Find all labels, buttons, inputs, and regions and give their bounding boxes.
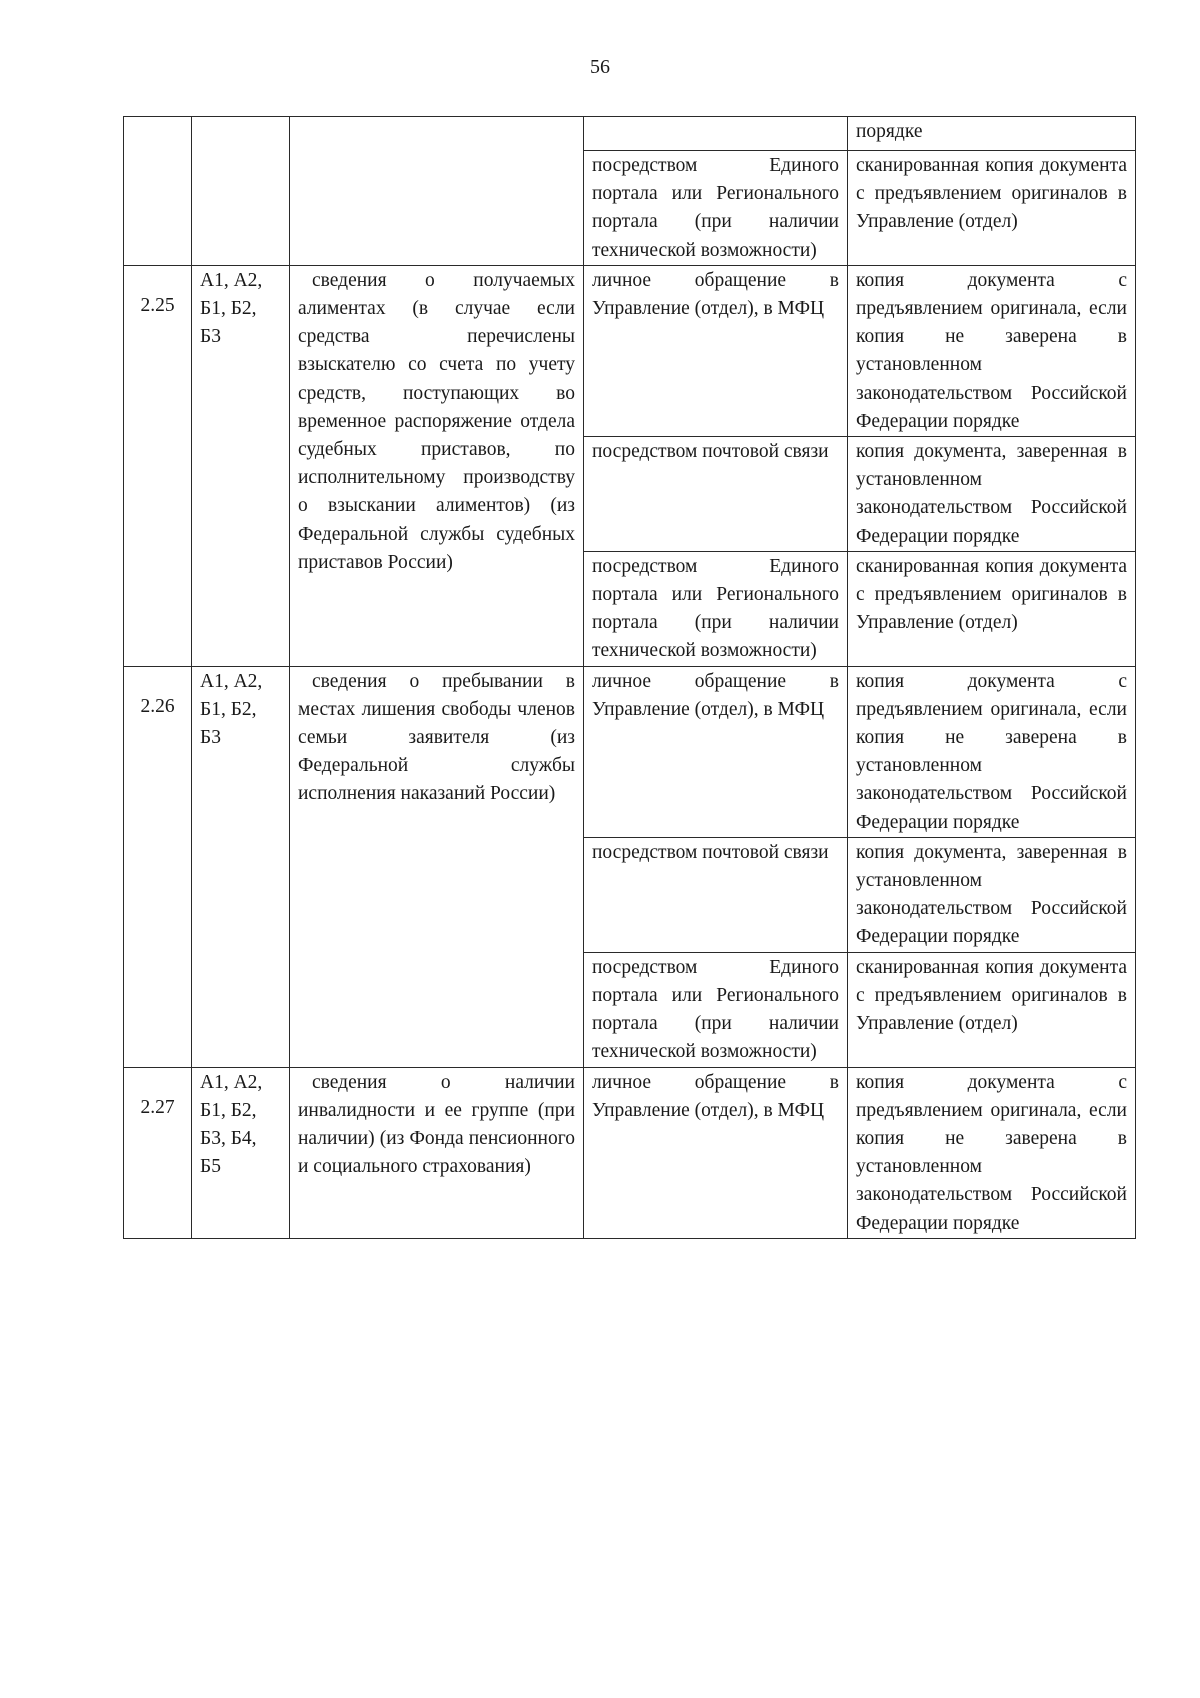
form-cell: копия документа с предъявлением оригинала, если копия не заверена в установленном законодательством Российской Федерации порядке (848, 1067, 1136, 1238)
row-number: 2.25 (124, 265, 192, 666)
page-number: 56 (590, 56, 610, 78)
form-cell: копия документа с предъявлением оригинала, если копия не заверена в установленном законодательством Российской Федерации порядке (848, 666, 1136, 837)
form-cell: копия документа с предъявлением оригинала, если копия не заверена в установленном законодательством Российской Федерации порядке (848, 265, 1136, 436)
method-cell: личное обращение в Управление (отдел), в МФЦ (584, 1067, 848, 1238)
method-cell: посредством почтовой связи (584, 837, 848, 952)
number-cell (124, 117, 192, 266)
description-cell (290, 117, 584, 266)
method-cell (584, 117, 848, 151)
method-cell: личное обращение в Управление (отдел), в МФЦ (584, 265, 848, 436)
table-row (124, 666, 1136, 837)
row-categories: А1, А2, Б1, Б2, Б3 (192, 666, 290, 1067)
form-cell: копия документа, заверенная в установленном законодательством Российской Федерации порядке (848, 437, 1136, 552)
row-categories: А1, А2, Б1, Б2, Б3, Б4, Б5 (192, 1067, 290, 1238)
form-cell: порядке (848, 117, 1136, 151)
row-description: сведения о пребывании в местах лишения свободы членов семьи заявителя (из Федеральной службы исполнения наказаний России) (290, 666, 584, 1067)
method-cell: посредством Единого портала или Регионального портала (при наличии технической возможности) (584, 551, 848, 666)
form-cell: сканированная копия документа с предъявлением оригиналов в Управление (отдел) (848, 151, 1136, 266)
row-categories: А1, А2, Б1, Б2, Б3 (192, 265, 290, 666)
row-description: сведения о наличии инвалидности и ее группе (при наличии) (из Фонда пенсионного и социального страхования) (290, 1067, 584, 1238)
table-row (124, 1067, 1136, 1238)
documents-table (123, 116, 1136, 1239)
method-cell: посредством Единого портала или Регионального портала (при наличии технической возможности) (584, 151, 848, 266)
form-cell: сканированная копия документа с предъявлением оригиналов в Управление (отдел) (848, 551, 1136, 666)
row-description: сведения о получаемых алиментах (в случае если средства перечислены взыскателю со счета по учету средств, поступающих во временное распоряжение отдела судебных приставов, по исполнительному производству о взыскании алиментов) (из Федеральной службы судебных приставов России) (290, 265, 584, 666)
form-cell: копия документа, заверенная в установленном законодательством Российской Федерации порядке (848, 837, 1136, 952)
row-number: 2.27 (124, 1067, 192, 1238)
table-row (124, 117, 1136, 151)
method-cell: посредством почтовой связи (584, 437, 848, 552)
row-number: 2.26 (124, 666, 192, 1067)
form-cell: сканированная копия документа с предъявлением оригиналов в Управление (отдел) (848, 952, 1136, 1067)
method-cell: посредством Единого портала или Регионального портала (при наличии технической возможности) (584, 952, 848, 1067)
method-cell: личное обращение в Управление (отдел), в МФЦ (584, 666, 848, 837)
categories-cell (192, 117, 290, 266)
table-row (124, 265, 1136, 436)
